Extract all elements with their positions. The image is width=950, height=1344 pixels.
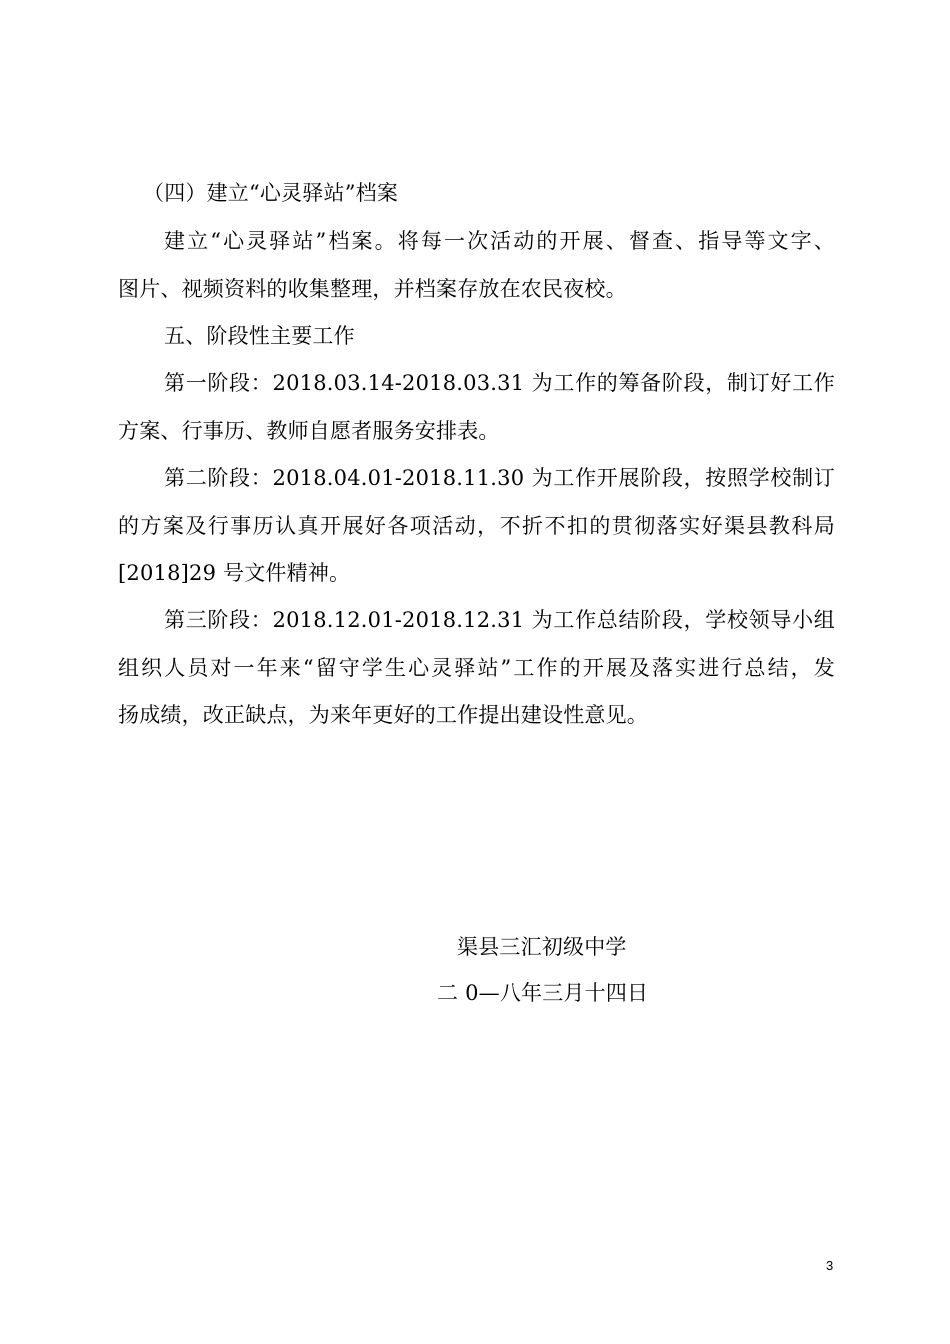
section4-heading: （四）建立“心灵驿站”档案: [143, 181, 399, 205]
stage3-paragraph-line: 第三阶段：2018.12.01-2018.12.31 为工作总结阶段，学校领导小组: [164, 608, 835, 632]
stage2-paragraph-line: 第二阶段：2018.04.01-2018.11.30 为工作开展阶段，按照学校制订: [164, 466, 835, 490]
page-number: 3: [826, 1258, 834, 1273]
signature-organization: 渠县三汇初级中学: [457, 935, 627, 959]
section4-paragraph-line: 图片、视频资料的收集整理，并档案存放在农民夜校。: [118, 277, 627, 301]
stage3-paragraph-line: 扬成绩，改正缺点，为来年更好的工作提出建设性意见。: [118, 703, 648, 727]
stage2-paragraph-line: 的方案及行事历认真开展好各项活动，不折不扣的贯彻落实好渠县教科局: [118, 514, 835, 538]
section5-heading: 五、阶段性主要工作: [164, 324, 355, 348]
stage1-paragraph-line: 第一阶段：2018.03.14-2018.03.31 为工作的筹备阶段，制订好工作: [164, 371, 835, 395]
section4-paragraph-line: 建立“心灵驿站”档案。将每一次活动的开展、督查、指导等文字、: [164, 229, 835, 253]
stage3-paragraph-line: 组织人员对一年来“留守学生心灵驿站”工作的开展及落实进行总结，发: [118, 656, 835, 680]
stage1-paragraph-line: 方案、行事历、教师自愿者服务安排表。: [118, 419, 500, 443]
stage2-paragraph-line: [2018]29 号文件精神。: [118, 561, 351, 585]
signature-date: 二 0—八年三月十四日: [437, 981, 649, 1005]
